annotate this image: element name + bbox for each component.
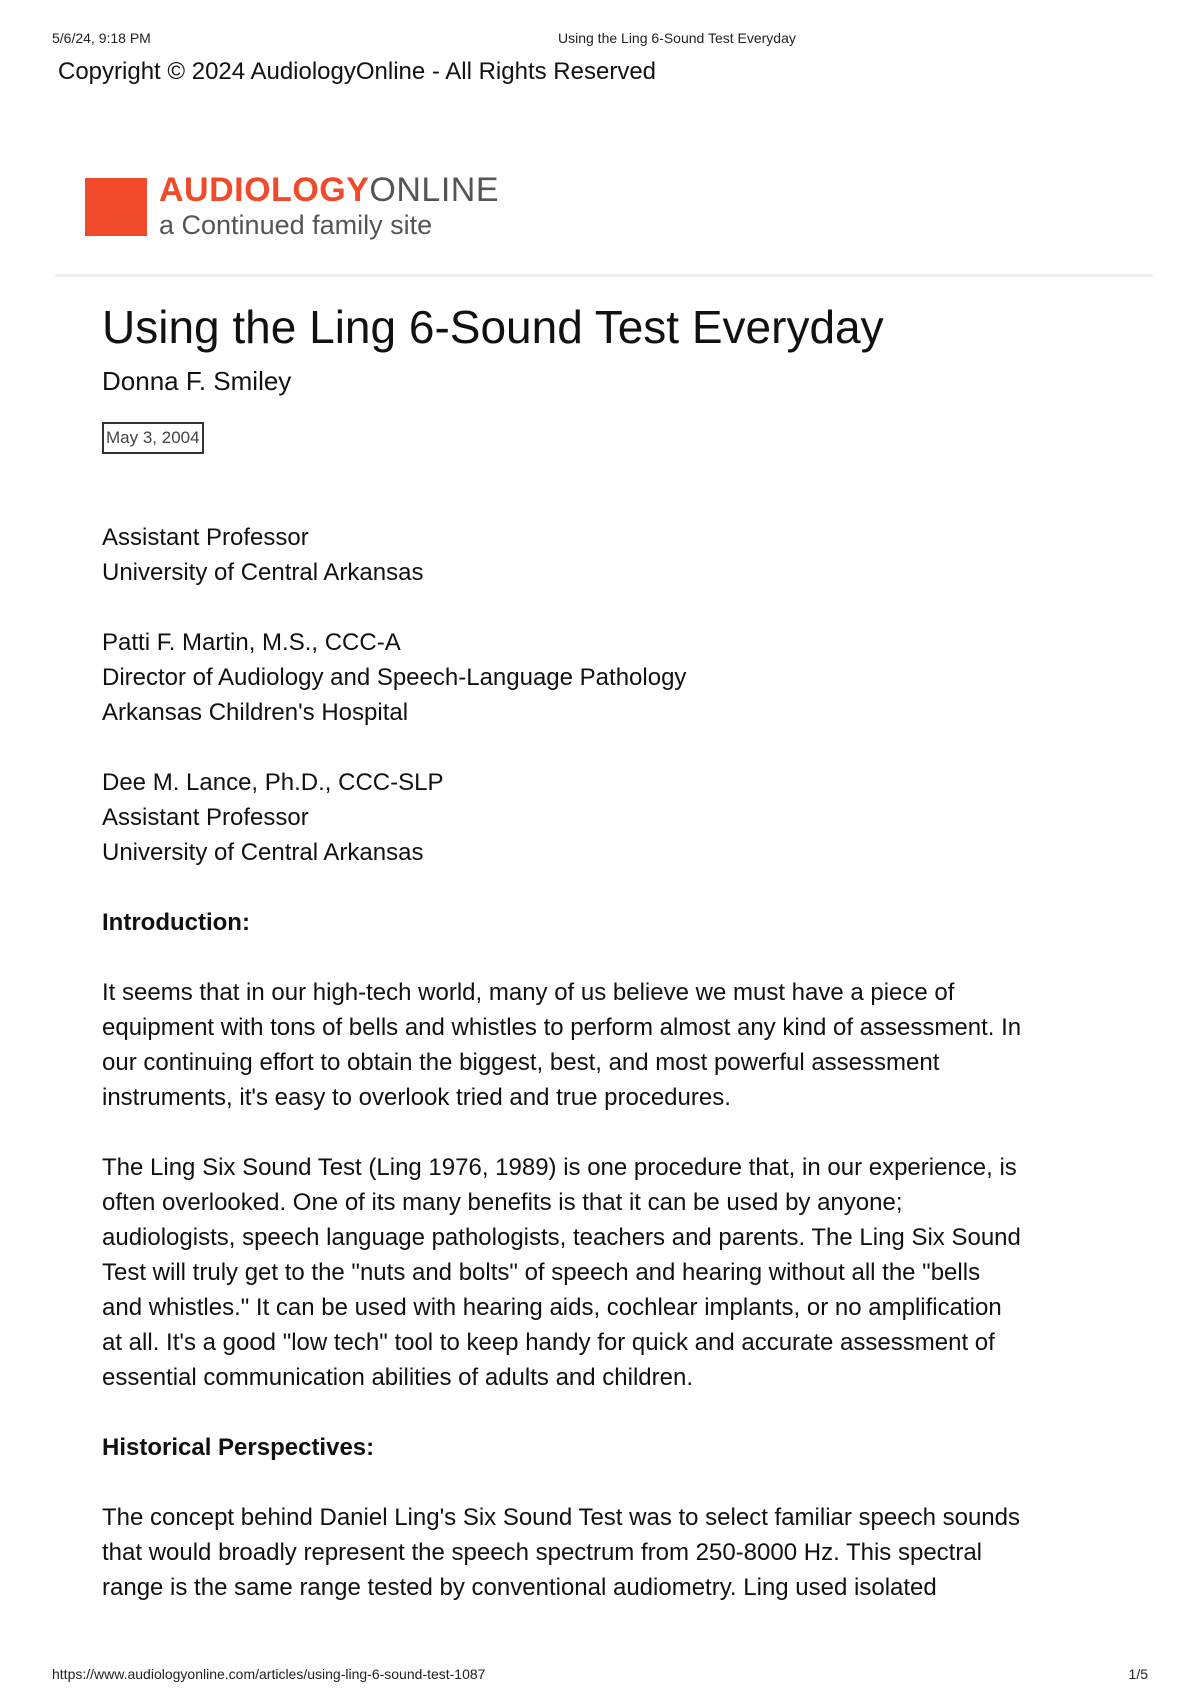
affiliation-line: University of Central Arkansas (102, 839, 424, 866)
logo-word-primary: AUDIOLOGY (159, 171, 370, 209)
body-paragraph (102, 1150, 1112, 1395)
body-paragraph (102, 1500, 1112, 1605)
paragraph-line: audiologists, speech language pathologists, teachers and parents. The Ling Six Sound (102, 1224, 1021, 1251)
paragraph-line: The Ling Six Sound Test (Ling 1976, 1989) is one procedure that, in our experience, is (102, 1154, 1017, 1181)
logo-tagline: a Continued family site (159, 210, 433, 240)
affiliation-line: Arkansas Children's Hospital (102, 699, 409, 726)
logo-wordmark (159, 172, 499, 208)
site-logo[interactable] (85, 171, 499, 240)
article (102, 298, 1112, 1640)
article-author: Donna F. Smiley (102, 366, 292, 396)
header-divider (55, 274, 1153, 277)
affiliation-line: University of Central Arkansas (102, 559, 424, 586)
print-page-number: 1/5 (1128, 1666, 1148, 1682)
affiliation-line: Director of Audiology and Speech-Language Pathology (102, 664, 687, 691)
print-page-title: Using the Ling 6-Sound Test Everyday (558, 30, 796, 46)
paragraph-line: often overlooked. One of its many benefits is that it can be used by anyone; (102, 1189, 903, 1216)
affiliation-block (102, 520, 1112, 590)
paragraph-line: equipment with tons of bells and whistles to perform almost any kind of assessment. In (102, 1014, 1022, 1041)
body-paragraph (102, 975, 1112, 1115)
paragraph-line: and whistles." It can be used with hearing aids, cochlear implants, or no amplification (102, 1294, 1002, 1321)
affiliation-line: Assistant Professor (102, 524, 309, 551)
print-datetime: 5/6/24, 9:18 PM (52, 30, 151, 46)
paragraph-line: range is the same range tested by conventional audiometry. Ling used isolated (102, 1574, 937, 1601)
print-header (52, 30, 1148, 50)
section-heading-introduction: Introduction: (102, 909, 250, 936)
section-heading-historical-perspectives: Historical Perspectives: (102, 1434, 375, 1461)
print-url[interactable]: https://www.audiologyonline.com/articles/using-ling-6-sound-test-1087 (52, 1666, 486, 1682)
logo-word-secondary: ONLINE (369, 171, 499, 209)
logo-square-icon (85, 178, 147, 236)
paragraph-line: at all. It's a good "low tech" tool to keep handy for quick and accurate assessment of (102, 1329, 995, 1356)
affiliation-block (102, 625, 1112, 730)
copyright-notice: Copyright © 2024 AudiologyOnline - All Rights Reserved (58, 58, 657, 85)
affiliation-line: Dee M. Lance, Ph.D., CCC-SLP (102, 769, 444, 796)
paragraph-line: It seems that in our high-tech world, many of us believe we must have a piece of (102, 979, 955, 1006)
paragraph-line: The concept behind Daniel Ling's Six Sound Test was to select familiar speech sounds (102, 1504, 1020, 1531)
paragraph-line: Test will truly get to the "nuts and bolts" of speech and hearing without all the "bells (102, 1259, 981, 1286)
paragraph-line: essential communication abilities of adults and children. (102, 1364, 693, 1391)
paragraph-line: our continuing effort to obtain the biggest, best, and most powerful assessment (102, 1049, 940, 1076)
paragraph-line: that would broadly represent the speech spectrum from 250-8000 Hz. This spectral (102, 1539, 983, 1566)
article-date-badge: May 3, 2004 (102, 422, 204, 454)
article-body (102, 520, 1112, 1605)
paragraph-line: instruments, it's easy to overlook tried and true procedures. (102, 1084, 731, 1111)
affiliation-block (102, 765, 1112, 870)
article-title: Using the Ling 6-Sound Test Everyday (102, 301, 884, 353)
affiliation-line: Assistant Professor (102, 804, 309, 831)
affiliation-line: Patti F. Martin, M.S., CCC-A (102, 629, 401, 656)
